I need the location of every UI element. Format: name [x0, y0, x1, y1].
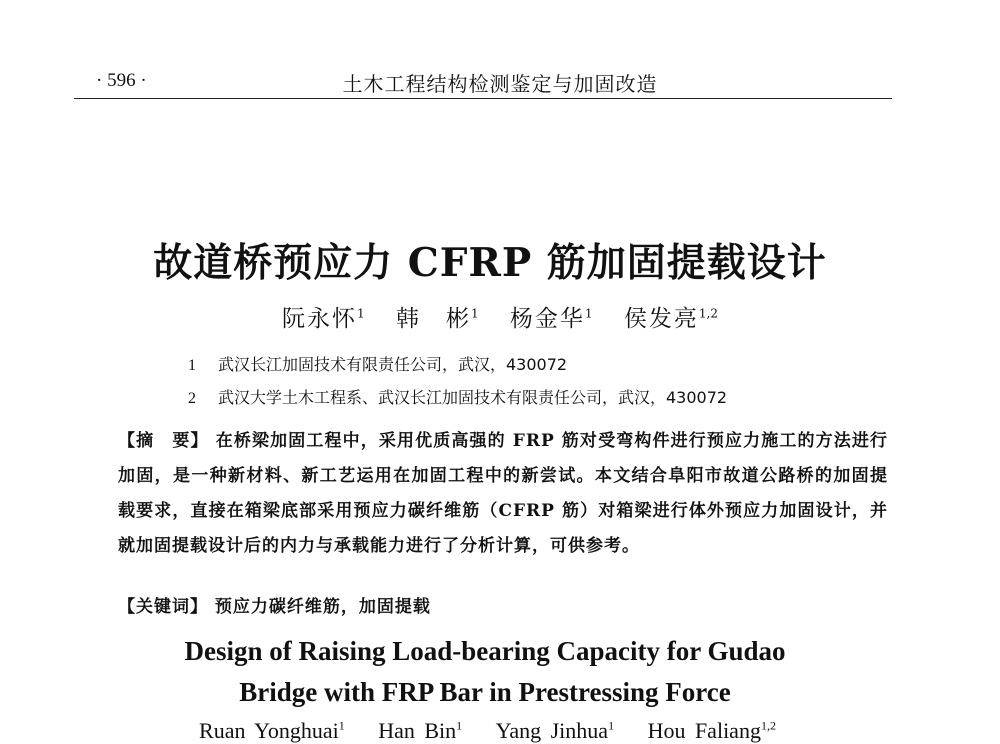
authors-en: [0, 718, 975, 744]
author-cn: 侯发亮$^{1,2}$: [623, 306, 718, 332]
journal-title: 土木工程结构检测鉴定与加固改造: [342, 72, 658, 96]
author-en: Hou Faliang$^{1,2}$: [647, 718, 776, 743]
paper-title-en-line1: Design of Raising Load-bearing Capacity for Gudao: [184, 636, 786, 666]
affiliation-1: 1 武汉长江加固技术有限责任公司，武汉，430072: [188, 355, 568, 374]
author-cn: 韩 彬$^1$: [395, 306, 479, 332]
authors-cn: [0, 300, 1000, 333]
keywords-label: 【关键词】: [118, 597, 208, 617]
affiliation-2: 2 武汉大学土木工程系、武汉长江加固技术有限责任公司，武汉，430072: [188, 388, 728, 407]
header-rule: [74, 98, 892, 99]
author-en: Yang Jinhua$^1$: [495, 718, 615, 743]
author-cn: 杨金华$^1$: [509, 306, 593, 332]
page-number: · 596 ·: [96, 70, 147, 91]
abstract: [118, 424, 888, 564]
author-en: Ruan Yonghuai$^1$: [199, 718, 345, 743]
paper-title-en-line2: Bridge with FRP Bar in Prestressing Force: [239, 677, 731, 707]
keywords: [118, 592, 888, 617]
author-cn: 阮永怀$^1$: [282, 306, 365, 332]
keywords-text: 预应力碳纤维筋，加固提载: [214, 597, 431, 617]
abstract-text: 在桥梁加固工程中，采用优质高强的 FRP 筋对受弯构件进行预应力施工的方法进行加固，是一种新材料、新工艺运用在加固工程中的新尝试。本文结合阜阳市故道公路桥的加固提载要求，直接在箱梁底部采用预应力碳纤维筋（CFRP 筋）对箱梁进行体外预应力加固设计，并就加固提载设计后的内力与承载能力进行了分析计算，可供参考。: [118, 431, 888, 556]
abstract-label: 【摘 要】: [118, 431, 209, 451]
paper-title-cn: 故道桥预应力 CFRP 筋加固提载设计: [153, 240, 827, 286]
author-en: Han Bin$^1$: [378, 718, 463, 743]
